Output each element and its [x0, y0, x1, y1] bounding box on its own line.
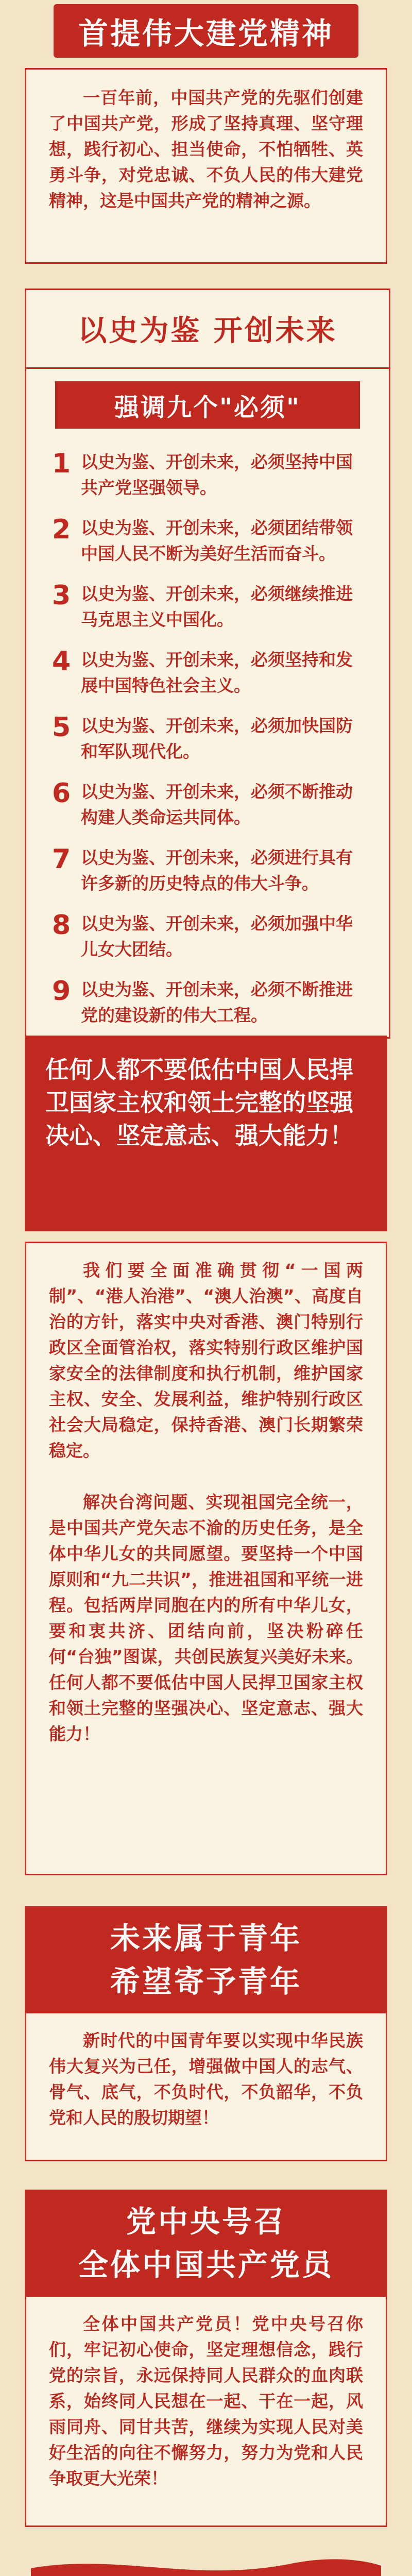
item-text: 以史为鉴、开创未来，必须加强中华儿女大团结。 — [81, 913, 353, 959]
list-item — [52, 845, 363, 911]
flag-banner-party — [26, 2553, 386, 2576]
list-item — [52, 713, 363, 779]
page-title: 首提伟大建党精神 — [54, 4, 358, 58]
item-text: 以史为鉴、开创未来，必须坚持中国共产党坚强领导。 — [81, 452, 353, 498]
item-number: 3 — [52, 580, 71, 611]
flag-shape — [26, 2553, 386, 2576]
list-item — [52, 911, 363, 977]
youth-title-line2: 希望寄予青年 — [110, 1964, 302, 1999]
item-text: 以史为鉴、开创未来，必须不断推动构建人类命运共同体。 — [81, 782, 353, 827]
item-text: 以史为鉴、开创未来，必须不断推进党的建设新的伟大工程。 — [81, 979, 353, 1025]
sovereignty-heading: 任何人都不要低估中国人民捍卫国家主权和领土完整的坚强决心、坚定意志、强大能力！ — [25, 1036, 387, 1231]
list-item — [52, 515, 363, 581]
call-title-line1: 党中央号召 — [126, 2204, 286, 2239]
item-text: 以史为鉴、开创未来，必须坚持和发展中国特色社会主义。 — [81, 650, 353, 696]
list-item — [52, 779, 363, 845]
list-item — [52, 647, 363, 713]
item-number: 4 — [52, 646, 71, 677]
item-number: 7 — [52, 844, 71, 875]
call-title — [25, 2190, 387, 2298]
sovereignty-card — [25, 1242, 387, 1875]
item-text: 以史为鉴、开创未来，必须加快国防和军队现代化。 — [81, 716, 353, 761]
item-number: 8 — [52, 910, 71, 941]
item-number: 5 — [52, 712, 71, 743]
item-number: 9 — [52, 976, 71, 1007]
nine-musts-subtitle: 强调九个"必须" — [55, 381, 360, 429]
list-item — [52, 581, 363, 647]
youth-title — [25, 1906, 387, 2014]
hk-macau-text: 我们要全面准确贯彻“一国两制”、“港人治港”、“澳人治澳”、高度自治的方针，落实中央对香港、澳门特别行政区全面管治权，落实特别行政区维护国家安全的法律制度和执行机制，维护国家主权、安全、发展利益，维护特别行政区社会大局稳定，保持香港、澳门长期繁荣稳定。 — [49, 1260, 363, 1461]
item-text: 以史为鉴、开创未来，必须继续推进马克思主义中国化。 — [81, 584, 353, 630]
item-text: 以史为鉴、开创未来，必须进行具有许多新的历史特点的伟大斗争。 — [81, 848, 353, 893]
item-text: 以史为鉴、开创未来，必须团结带领中国人民不断为美好生活而奋斗。 — [81, 518, 353, 564]
intro-card — [25, 68, 387, 264]
item-number: 1 — [52, 448, 71, 479]
list-item — [52, 449, 363, 515]
call-text: 全体中国共产党员！党中央号召你们，牢记初心使命，坚定理想信念，践行党的宗旨，永远保持同人民群众的血肉联系，始终同人民想在一起、干在一起，风雨同舟、同甘共苦，继续为实现人民对美好生活的向往不懈努力，努力为党和人民争取更大光荣！ — [49, 2314, 363, 2488]
nine-musts-title: 以史为鉴 开创未来 — [26, 290, 389, 369]
list-item — [52, 977, 363, 1043]
youth-title-line1: 未来属于青年 — [110, 1921, 302, 1956]
youth-text: 新时代的中国青年要以实现中华民族伟大复兴为己任，增强做中国人的志气、骨气、底气，不负时代，不负韶华，不负党和人民的殷切期望！ — [49, 2030, 363, 2128]
nine-musts-list — [26, 449, 389, 1043]
top-banner — [0, 0, 412, 62]
item-number: 2 — [52, 514, 71, 545]
youth-card — [25, 2012, 387, 2161]
intro-text: 一百年前，中国共产党的先驱们创建了中国共产党，形成了坚持真理、坚守理想，践行初心、担当使命，不怕牺牲、英勇斗争，对党忠诚、不负人民的伟大建党精神，这是中国共产党的精神之源。 — [49, 88, 363, 211]
taiwan-text: 解决台湾问题、实现祖国完全统一，是中国共产党矢志不渝的历史任务，是全体中华儿女的共同愿望。要坚持一个中国原则和“九二共识”，推进祖国和平统一进程。包括两岸同胞在内的所有中华儿女，要和衷共济、团结向前，坚决粉碎任何“台独”图谋，共创民族复兴美好未来。任何人都不要低估中国人民捍卫国家主权和领土完整的坚强决心、坚定意志、强大能力！ — [49, 1492, 363, 1744]
nine-musts-card — [25, 289, 390, 1039]
call-title-line2: 全体中国共产党员 — [78, 2247, 334, 2282]
call-card — [25, 2295, 387, 2527]
item-number: 6 — [52, 778, 71, 809]
